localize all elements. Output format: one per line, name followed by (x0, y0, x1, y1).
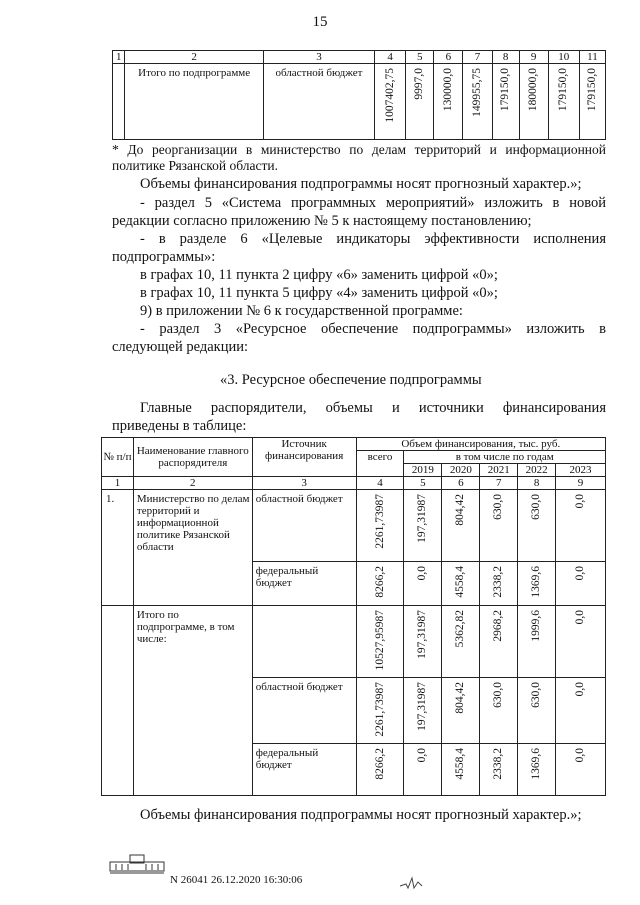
header-by-years: в том числе по годам (404, 451, 606, 464)
col-num: 2 (133, 477, 252, 490)
value-cell: 630,0 (530, 682, 543, 708)
value-cell: 197,31987 (416, 494, 429, 543)
value-cell: 2261,73987 (373, 682, 386, 737)
paragraph: следующей редакции: (112, 339, 249, 355)
paragraph: Объемы финансирования подпрограммы носят прогнозный характер.»; (140, 176, 582, 192)
value-cell: 0,0 (574, 610, 587, 625)
paragraph: в графах 10, 11 пункта 2 цифру «6» заменить цифрой «0»; (140, 267, 498, 283)
value-cell: 0,0 (416, 748, 429, 763)
col-num: 8 (518, 477, 556, 490)
header-year: 2022 (518, 464, 556, 477)
header-source: Источник финансирования (252, 438, 356, 477)
paragraph: в графах 10, 11 пункта 5 цифру «4» заменить цифрой «0»; (140, 285, 498, 301)
col-num: 6 (434, 51, 463, 64)
value-cell: 10527,95987 (373, 610, 386, 671)
col-num: 7 (463, 51, 492, 64)
value-cell: 197,31987 (416, 682, 429, 731)
value-cell: 0,0 (574, 748, 587, 763)
header-total: всего (356, 451, 404, 477)
col-num: 9 (556, 477, 606, 490)
col-num: 1 (113, 51, 125, 64)
value-cell: 1999,6 (530, 610, 543, 642)
row-source: федеральный бюджет (252, 744, 356, 796)
value-cell: 1007402,75 (383, 68, 396, 123)
col-num: 7 (480, 477, 518, 490)
row-name: Итого по подпрограмме, в том числе: (133, 606, 252, 796)
col-num: 10 (548, 51, 579, 64)
value-cell: 9997,0 (413, 68, 426, 100)
paragraph: приведены в таблице: (112, 418, 247, 434)
value-cell: 4558,4 (454, 566, 467, 598)
row-source: областной бюджет (252, 678, 356, 744)
value-cell: 2338,2 (492, 566, 505, 598)
value-cell: 804,42 (454, 494, 467, 526)
row-source: областной бюджет (263, 64, 374, 140)
value-cell: 130000,0 (441, 68, 454, 112)
table-continuation (112, 50, 606, 140)
paragraph: - раздел 5 «Система программных мероприятий» изложить в новой (140, 195, 606, 211)
row-num: 1. (102, 490, 134, 606)
value-cell: 0,0 (574, 682, 587, 697)
paragraph: - раздел 3 «Ресурсное обеспечение подпрограммы» изложить в (140, 321, 606, 337)
value-cell: 8266,2 (373, 566, 386, 598)
col-num: 9 (519, 51, 548, 64)
header-year: 2019 (404, 464, 442, 477)
value-cell: 630,0 (492, 682, 505, 708)
value-cell: 1369,6 (530, 566, 543, 598)
paragraph: редакции согласно приложению № 5 к настоящему постановлению; (112, 213, 532, 229)
value-cell: 804,42 (454, 682, 467, 714)
col-num: 2 (125, 51, 263, 64)
paragraph: Главные распорядители, объемы и источники финансирования (140, 400, 606, 416)
registration-stamp: N 26041 26.12.2020 16:30:06 (170, 874, 303, 886)
building-stamp-icon (108, 852, 166, 874)
value-cell: 0,0 (416, 566, 429, 581)
header-num: № п/п (102, 438, 134, 477)
row-source: областной бюджет (252, 490, 356, 562)
col-num: 4 (375, 51, 406, 64)
value-cell: 179150,0 (557, 68, 570, 112)
row-label: Итого по подпрограмме (125, 64, 263, 140)
col-num: 4 (356, 477, 404, 490)
page-number: 15 (312, 14, 328, 30)
col-num: 5 (404, 477, 442, 490)
col-num: 3 (263, 51, 374, 64)
paragraph: 9) в приложении № 6 к государственной программе: (140, 303, 463, 319)
header-volume: Объем финансирования, тыс. руб. (356, 438, 605, 451)
header-year: 2023 (556, 464, 606, 477)
col-num: 5 (406, 51, 434, 64)
value-cell: 179150,0 (585, 68, 598, 112)
col-num: 3 (252, 477, 356, 490)
row-name: Министерство по делам территорий и информационной политике Рязанской области (133, 490, 252, 606)
col-num: 8 (492, 51, 519, 64)
resource-table (101, 437, 606, 796)
value-cell: 149955,75 (471, 68, 483, 117)
value-cell: 2338,2 (492, 748, 505, 780)
footnote-cont: политике Рязанской области. (112, 158, 278, 173)
value-cell: 2968,2 (492, 610, 505, 642)
header-year: 2021 (480, 464, 518, 477)
value-cell: 630,0 (530, 494, 543, 520)
value-cell: 630,0 (492, 494, 505, 520)
section-title: «3. Ресурсное обеспечение подпрограммы (220, 372, 482, 388)
value-cell: 5362,82 (454, 610, 467, 648)
value-cell: 4558,4 (454, 748, 467, 780)
value-cell: 180000,0 (527, 68, 540, 112)
paragraph: - в разделе 6 «Целевые индикаторы эффективности исполнения (140, 231, 606, 247)
value-cell: 0,0 (574, 494, 587, 509)
value-cell: 8266,2 (373, 748, 386, 780)
value-cell: 1369,6 (530, 748, 543, 780)
value-cell: 0,0 (574, 566, 587, 581)
value-cell: 197,31987 (416, 610, 429, 659)
value-cell: 2261,73987 (373, 494, 386, 549)
footnote: * До реорганизации в министерство по делам территорий и информационной (112, 142, 606, 157)
col-num: 6 (442, 477, 480, 490)
paragraph: Объемы финансирования подпрограммы носят прогнозный характер.»; (140, 807, 582, 823)
value-cell: 179150,0 (499, 68, 512, 112)
header-year: 2020 (442, 464, 480, 477)
row-source: федеральный бюджет (252, 562, 356, 606)
header-name: Наименование главного распорядителя (133, 438, 252, 477)
col-num: 1 (102, 477, 134, 490)
paragraph: подпрограммы»: (112, 249, 216, 265)
signature-mark (398, 876, 428, 890)
col-num: 11 (579, 51, 605, 64)
